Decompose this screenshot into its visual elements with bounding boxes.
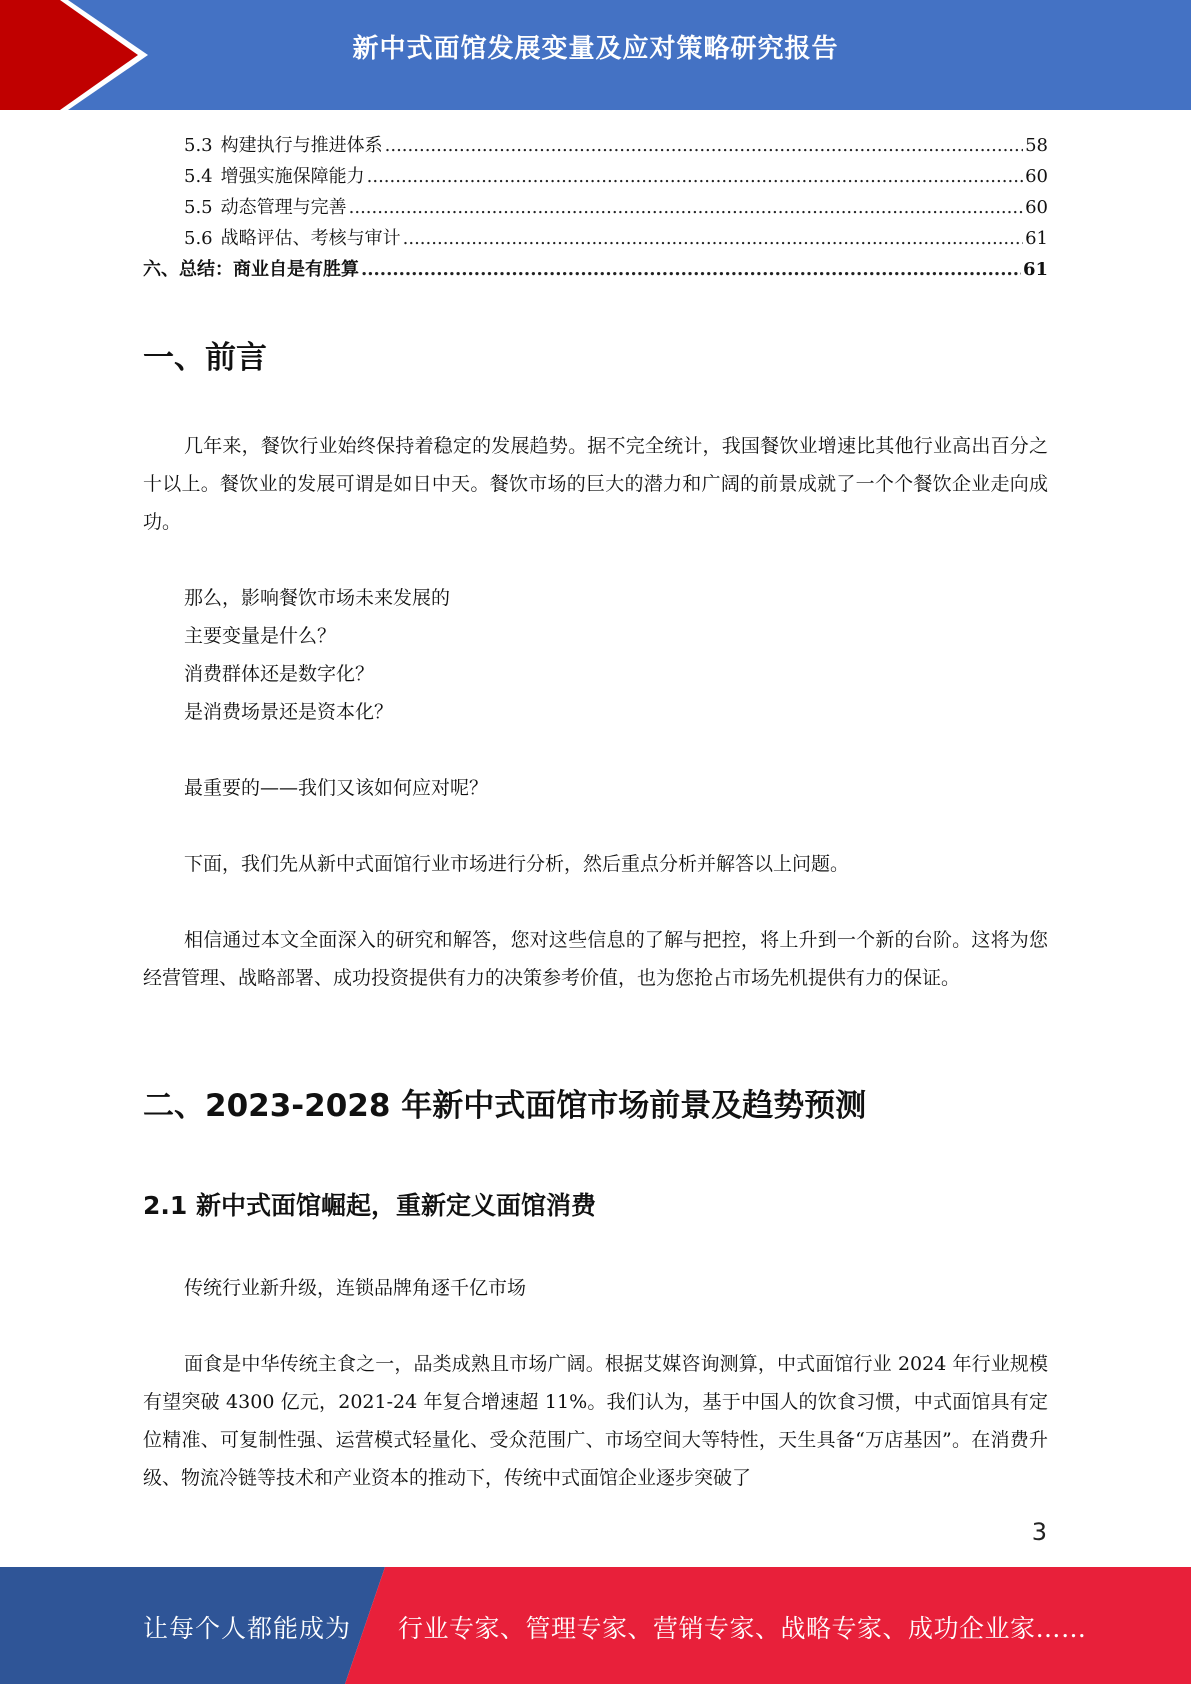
question-line: 主要变量是什么？ — [184, 625, 337, 647]
header-title: 新中式面馆发展变量及应对策略研究报告 — [352, 34, 839, 64]
toc-item[interactable] — [143, 161, 1048, 192]
toc-item[interactable] — [143, 192, 1048, 223]
section-heading-preface: 一、前言 — [143, 340, 267, 376]
toc-item[interactable] — [143, 130, 1048, 161]
toc-item-page: 60 — [1025, 197, 1048, 218]
paragraph: 面食是中华传统主食之一，品类成熟且市场广阔。根据艾媒咨询测算，中式面馆行业 2024 年行业规模有望突破 4300 亿元，2021-24 年复合增速超 11%。我们认为，基于中国人的饮食习惯，中式面馆具有定位精准、可复制性强、运营模式轻量化、受众范围广、市场空间大等特性，天生具备“万店基因”。在消费升级、物流冷链等技术和产业资本的推动下，传统中式面馆企业逐步突破了 — [143, 1353, 1048, 1489]
toc-item-number: 5.6 — [184, 228, 213, 249]
question-line: 是消费场景还是资本化？ — [184, 701, 394, 723]
page-footer — [0, 1567, 1191, 1684]
footer-slogan-left: 让每个人都能成为 — [143, 1614, 352, 1643]
paragraph: 相信通过本文全面深入的研究和解答，您对这些信息的了解与把控，将上升到一个新的台阶。这将为您经营管理、战略部署、成功投资提供有力的决策参考价值，也为您抢占市场先机提供有力的保证。 — [143, 929, 1048, 989]
subsection-heading: 2.1 新中式面馆崛起，重新定义面馆消费 — [143, 1191, 596, 1220]
question-line: 消费群体还是数字化？ — [184, 663, 375, 685]
toc-item-page: 58 — [1025, 135, 1048, 156]
toc-item-label: 战略评估、考核与审计 — [220, 228, 401, 249]
toc-leader-dots — [367, 161, 1023, 192]
toc-item-page: 61 — [1022, 259, 1048, 280]
toc-leader-dots — [403, 223, 1023, 254]
toc-item-label: 动态管理与完善 — [220, 197, 347, 218]
toc-item-number: 5.3 — [184, 135, 213, 156]
footer-slogan-right: 行业专家、管理专家、营销专家、战略专家、成功企业家…… — [398, 1614, 1087, 1643]
toc-item-label: 构建执行与推进体系 — [220, 135, 383, 156]
section-heading-market-forecast: 二、2023-2028 年新中式面馆市场前景及趋势预测 — [143, 1088, 867, 1124]
toc-item-label: 增强实施保障能力 — [220, 166, 365, 187]
page-number: 3 — [1031, 1518, 1047, 1546]
toc-item-page: 61 — [1025, 228, 1048, 249]
toc-leader-dots — [361, 254, 1021, 285]
toc-item-chapter[interactable] — [143, 254, 1048, 285]
toc-item-number: 5.5 — [184, 197, 213, 218]
question-line: 最重要的——我们又该如何应对呢？ — [184, 777, 489, 799]
page-header — [0, 0, 1191, 110]
paragraph: 几年来，餐饮行业始终保持着稳定的发展趋势。据不完全统计，我国餐饮业增速比其他行业高出百分之十以上。餐饮业的发展可谓是如日中天。餐饮市场的巨大的潜力和广阔的前景成就了一个个餐饮企业走向成功。 — [143, 435, 1048, 533]
toc-item-page: 60 — [1025, 166, 1048, 187]
toc-item[interactable] — [143, 223, 1048, 254]
paragraph: 传统行业新升级，连锁品牌角逐千亿市场 — [184, 1277, 527, 1299]
question-line: 那么，影响餐饮市场未来发展的 — [184, 587, 451, 609]
toc-item-label: 六、总结：商业自是有胜算 — [143, 259, 359, 280]
toc-item-number: 5.4 — [184, 166, 213, 187]
table-of-contents — [143, 130, 1048, 285]
toc-leader-dots — [349, 192, 1023, 223]
paragraph: 下面，我们先从新中式面馆行业市场进行分析，然后重点分析并解答以上问题。 — [184, 853, 850, 875]
toc-leader-dots — [385, 130, 1023, 161]
